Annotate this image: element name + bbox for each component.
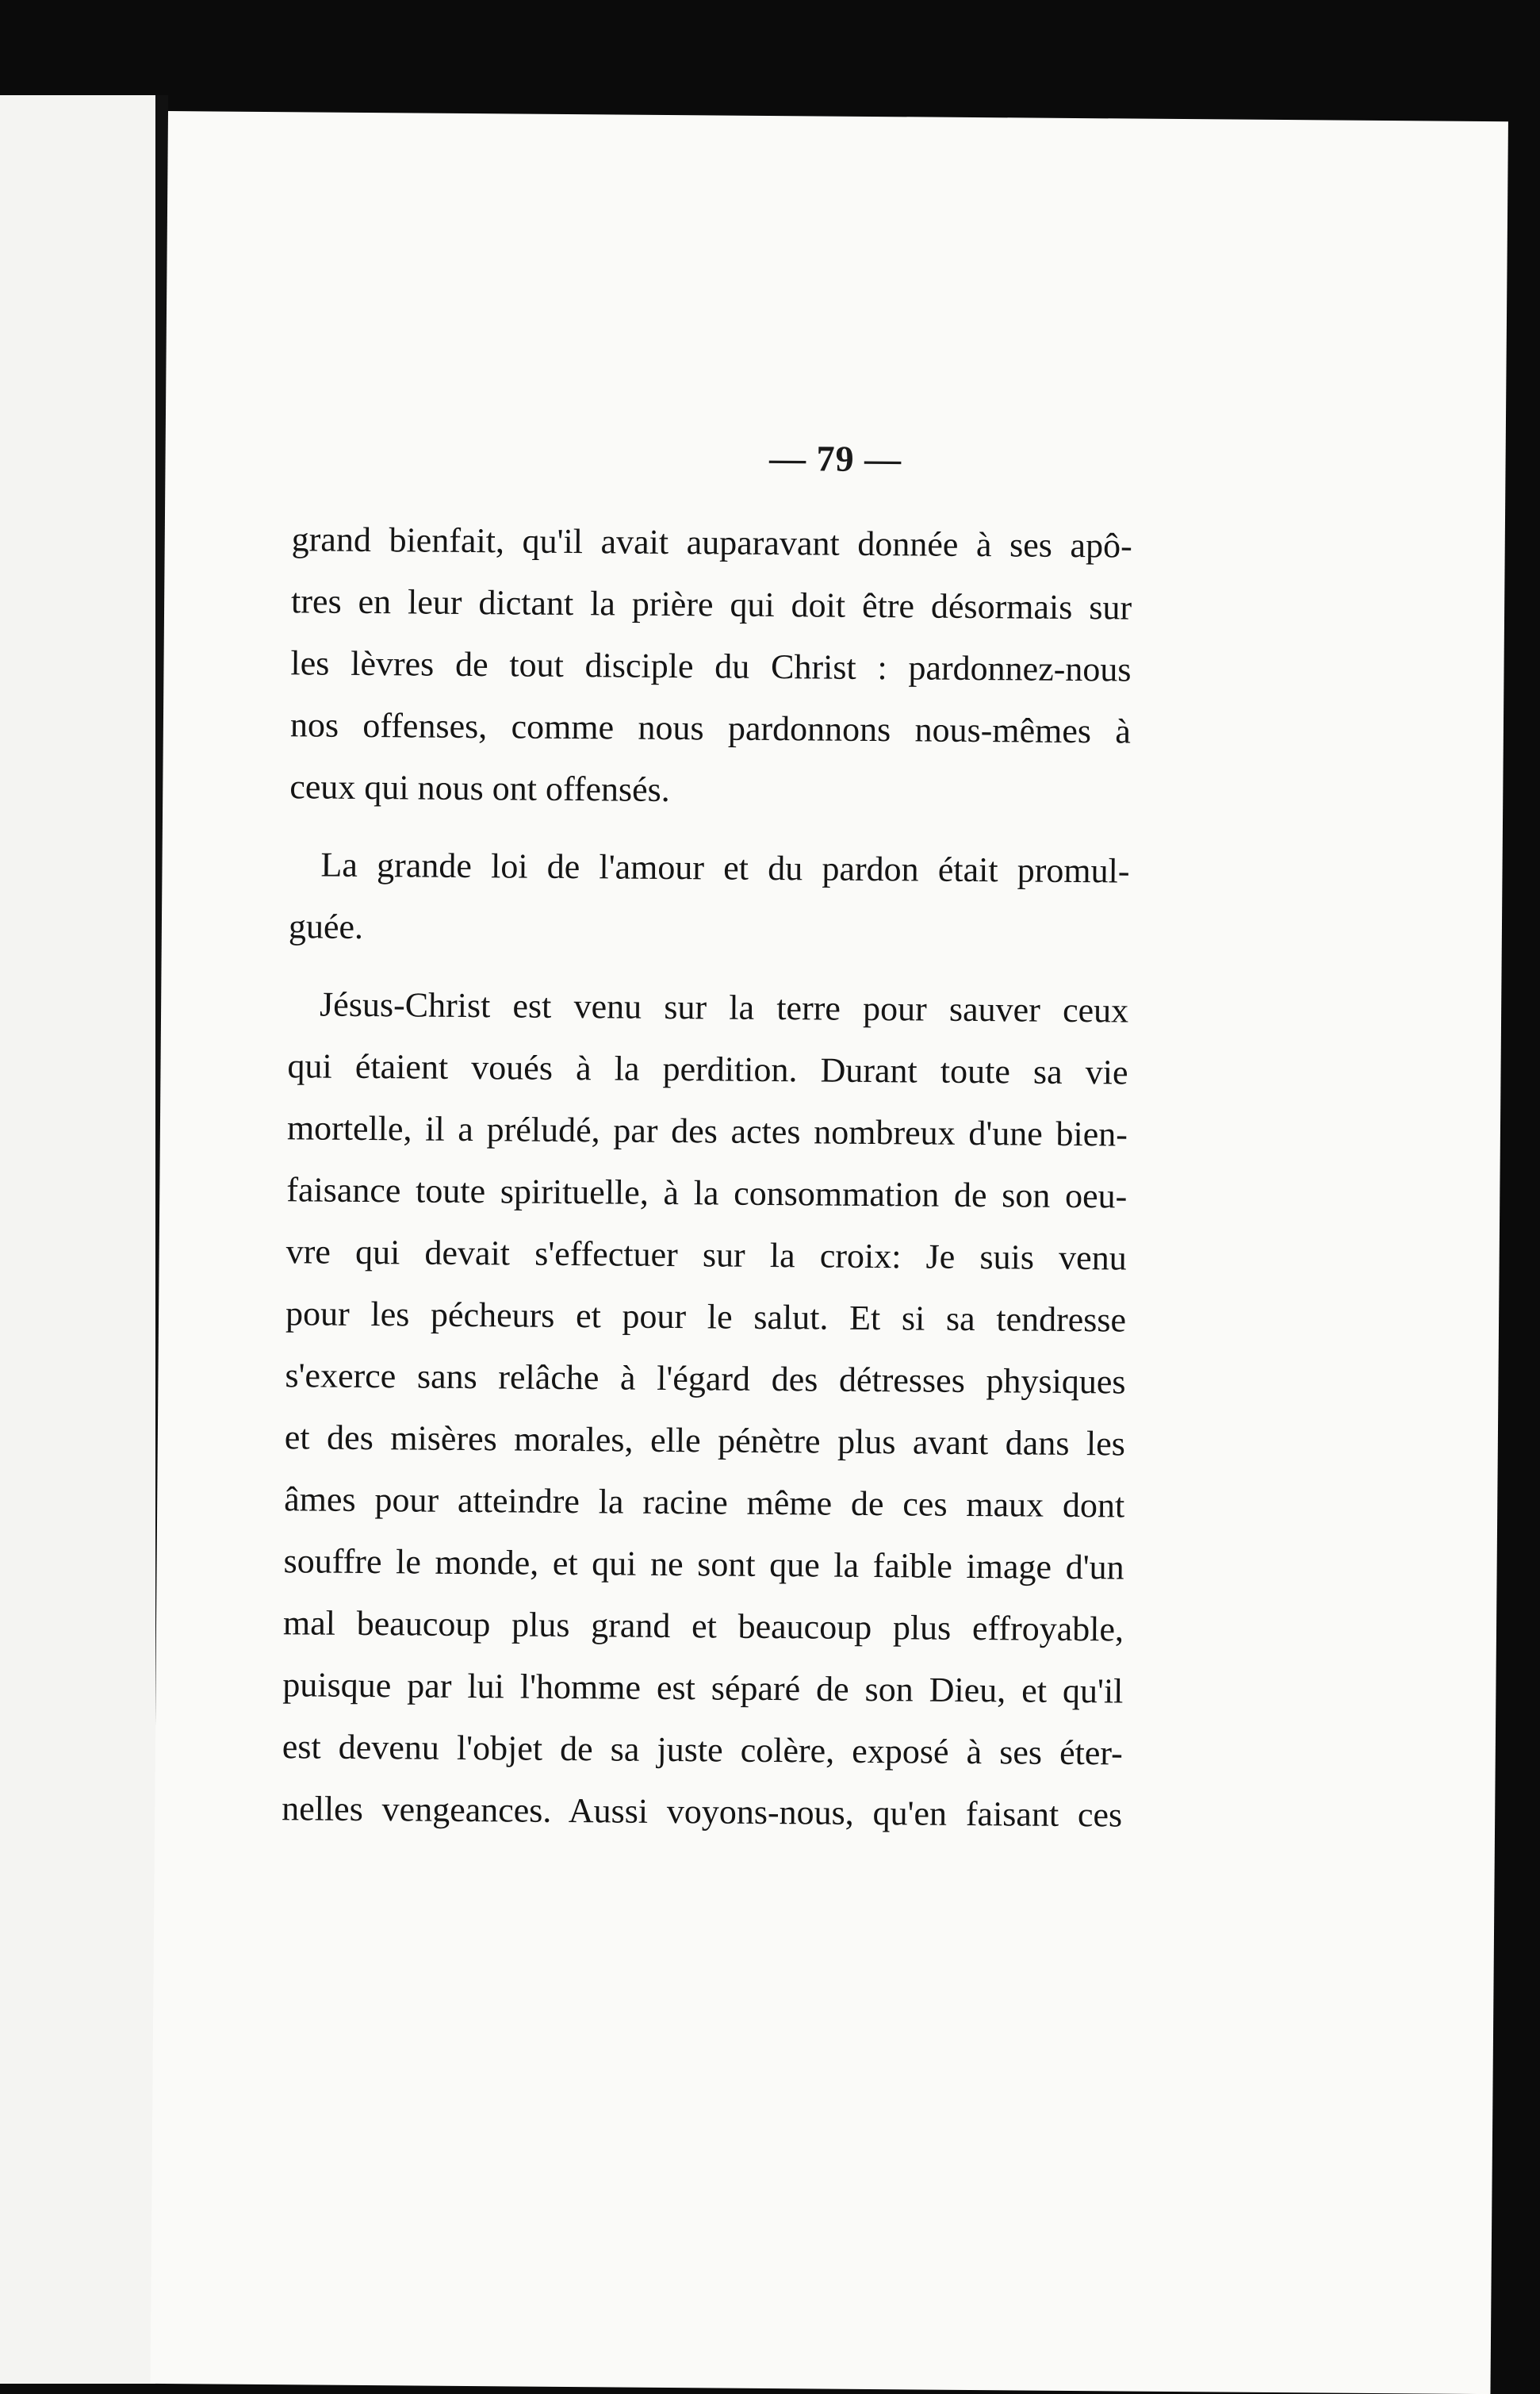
text-line: s'exerce sans relâche à l'égard des détresses physiques: [285, 1356, 1126, 1402]
text-line: vre qui devait s'effectuer sur la croix: Je suis venu: [285, 1232, 1127, 1278]
paragraph: [289, 834, 1130, 964]
page-number: — 79 —: [768, 437, 902, 480]
text-line: qui étaient voués à la perdition. Durant toute sa vie: [287, 1046, 1128, 1092]
text-line: mal beaucoup plus grand et beaucoup plus effroyable,: [282, 1603, 1124, 1649]
text-line: nos offenses, comme nous pardonnons nous-mêmes à: [289, 705, 1132, 751]
text-line: Jésus-Christ est venu sur la terre pour sauver ceux: [319, 984, 1129, 1030]
facing-page-edge: [0, 95, 155, 2384]
paragraph: [289, 508, 1132, 824]
text-line: et des misères morales, elle pénètre plus avant dans les: [284, 1418, 1126, 1464]
text-line: pour les pécheurs et pour le salut. Et si sa tendresse: [285, 1294, 1127, 1340]
text-line: tres en leur dictant la prière qui doit être désormais sur: [290, 581, 1132, 627]
body-text: [282, 508, 1132, 1846]
text-line: La grande loi de l'amour et du pardon était promul-: [320, 845, 1130, 891]
text-line: âmes pour atteindre la racine même de ces maux dont: [284, 1479, 1125, 1525]
text-line: mortelle, il a préludé, par des actes nombreux d'une bien-: [286, 1108, 1128, 1154]
text-line: souffre le monde, et qui ne sont que la faible image d'un: [283, 1541, 1124, 1587]
text-line: grand bienfait, qu'il avait auparavant donnée à ses apô-: [291, 520, 1132, 566]
text-line: faisance toute spirituelle, à la consommation de son oeu-: [286, 1170, 1128, 1216]
book-page: [150, 111, 1507, 2394]
text-line: guée.: [288, 907, 364, 946]
text-line: ceux qui nous ont offensés.: [289, 767, 670, 809]
text-line: les lèvres de tout disciple du Christ : pardonnez-nous: [290, 643, 1132, 689]
text-line: puisque par lui l'homme est séparé de son Dieu, et qu'il: [282, 1665, 1124, 1711]
text-line: est devenu l'objet de sa juste colère, exposé à ses éter-: [282, 1727, 1123, 1773]
paragraph: [282, 973, 1129, 1846]
text-line: nelles vengeances. Aussi voyons-nous, qu'en faisant ces: [282, 1789, 1123, 1835]
